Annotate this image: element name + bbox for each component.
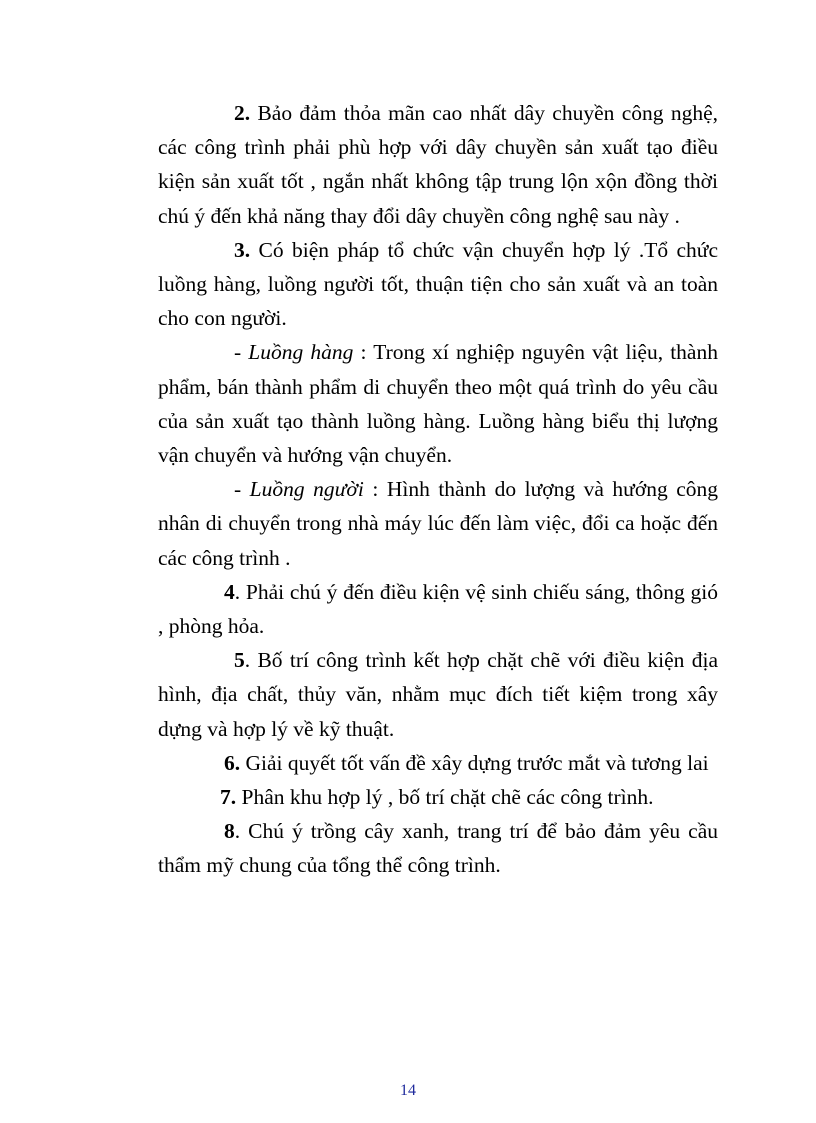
bullet-prefix: - bbox=[234, 477, 250, 502]
page-number: 14 bbox=[400, 1082, 416, 1099]
bullet-prefix: - bbox=[234, 340, 249, 365]
paragraph-text: : Trong xí nghiệp nguyên vật liệu, thành phẩm, bán thành phẩm di chuyển theo một quá trình do yêu cầu của sản xuất tạo thành luồng hàng. Luồng hàng biểu thị lượng vận chuyển và hướng vận chuyển. bbox=[158, 340, 718, 468]
paragraph-item-7 bbox=[158, 780, 718, 814]
paragraph-text: Giải quyết tốt vấn đề xây dựng trước mắt và tương lai bbox=[240, 750, 709, 775]
paragraph-luong-nguoi bbox=[158, 472, 718, 575]
paragraph-text: . Phải chú ý đến điều kiện vệ sinh chiếu sáng, thông gió , phòng hỏa. bbox=[158, 579, 718, 639]
paragraph-text: . Bố trí công trình kết hợp chặt chẽ với điều kiện địa hình, địa chất, thủy văn, nhằm mục đích tiết kiệm trong xây dựng và hợp lý về kỹ thuật. bbox=[158, 648, 718, 741]
item-number: 6. bbox=[224, 750, 241, 775]
paragraph-item-6 bbox=[158, 746, 718, 780]
paragraph-item-8 bbox=[158, 814, 718, 882]
item-number: 3. bbox=[234, 237, 251, 262]
paragraph-text: : Hình thành do lượng và hướng công nhân di chuyển trong nhà máy lúc đến làm việc, đổi ca hoặc đến các công trình . bbox=[158, 477, 718, 570]
paragraph-item-3 bbox=[158, 233, 718, 336]
item-number: 4 bbox=[224, 579, 235, 604]
paragraph-text: Phân khu hợp lý , bố trí chặt chẽ các công trình. bbox=[236, 785, 654, 810]
item-number: 2. bbox=[234, 101, 251, 125]
paragraph-text: Có biện pháp tổ chức vận chuyển hợp lý .Tổ chức luồng hàng, luồng người tốt, thuận tiện cho sản xuất và an toàn cho con người. bbox=[158, 237, 718, 331]
item-number: 7. bbox=[220, 785, 237, 810]
paragraph-item-2 bbox=[158, 96, 718, 233]
paragraph-item-4 bbox=[158, 575, 718, 643]
item-number: 5 bbox=[234, 648, 245, 673]
paragraph-item-5 bbox=[158, 643, 718, 746]
paragraph-luong-hang bbox=[158, 335, 718, 472]
term-luong-nguoi: Luồng người bbox=[249, 477, 364, 502]
paragraph-text: . Chú ý trồng cây xanh, trang trí để bảo đảm yêu cầu thẩm mỹ chung của tổng thể công trình. bbox=[158, 819, 718, 878]
term-luong-hang: Luồng hàng bbox=[248, 340, 354, 365]
item-number: 8 bbox=[224, 819, 235, 844]
document-body bbox=[158, 96, 718, 883]
paragraph-text: Bảo đảm thỏa mãn cao nhất dây chuyền công nghệ, các công trình phải phù hợp với dây chuyền sản xuất tạo điều kiện sản xuất tốt , ngắn nhất không tập trung lộn xộn đồng thời chú ý đến khả năng thay đổi dây chuyền công nghệ sau này . bbox=[158, 101, 718, 228]
